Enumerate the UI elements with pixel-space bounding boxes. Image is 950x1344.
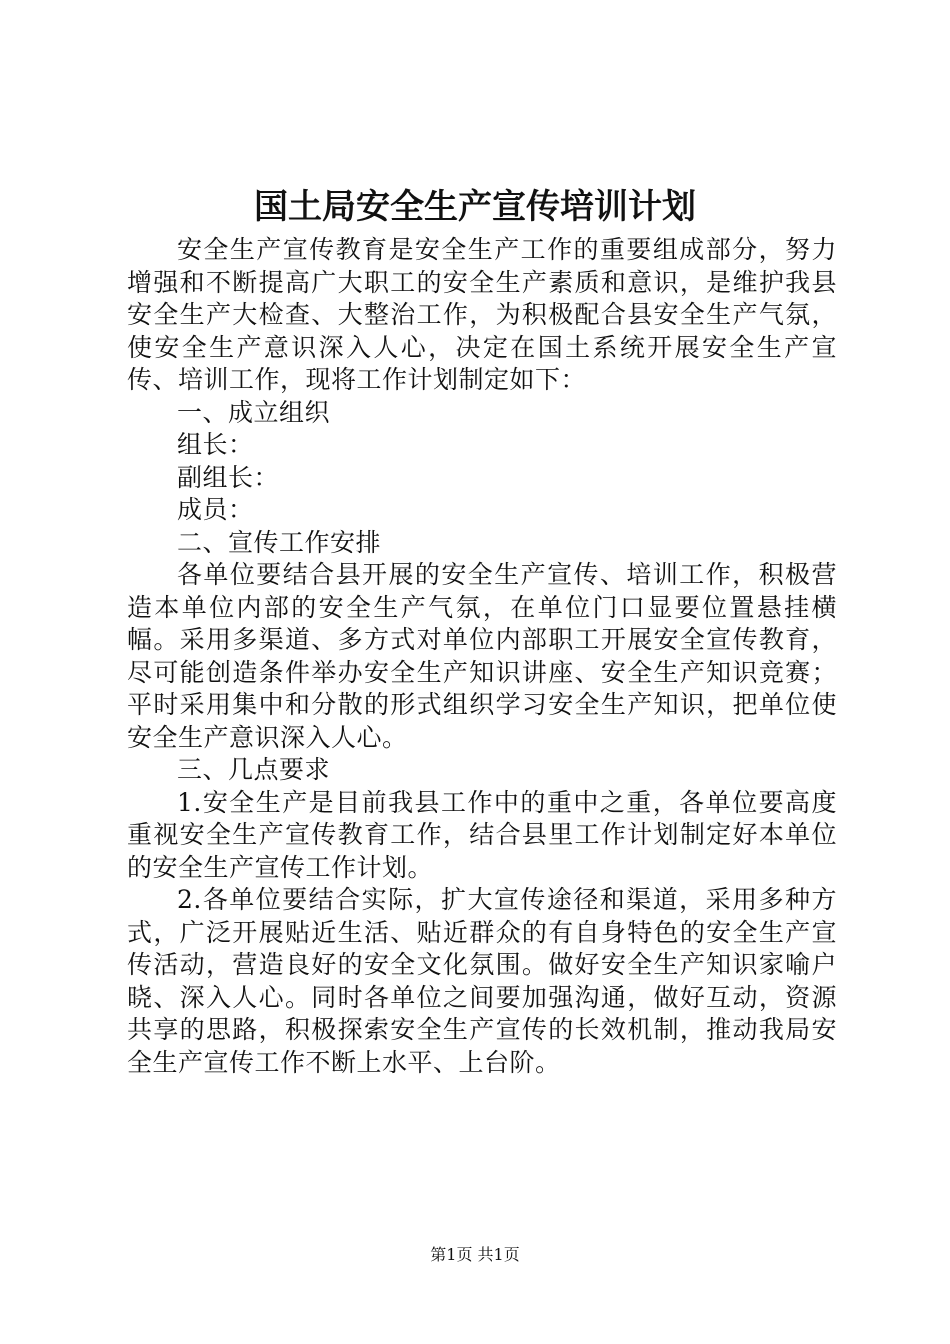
section-heading-requirements: 三、几点要求	[177, 755, 331, 784]
requirement-item-1: 1.安全生产是目前我县工作中的重中之重，各单位要高度重视安全生产宣传教育工作，结合县里工作计划制定好本单位的安全生产宣传工作计划。	[127, 787, 837, 882]
section-heading-organization: 一、成立组织	[177, 397, 331, 427]
requirement-item-2: 2.各单位要结合实际，扩大宣传途径和渠道，采用多种方式，广泛开展贴近生活、贴近群众的有自身特色的安全生产宣传活动，营造良好的安全文化氛围。做好安全生产知识家喻户晓、深入人心。同时各单位之间要加强沟通，做好互动，资源共享的思路，积极探索安全生产宣传的长效机制，推动我局安全生产宣传工作不断上水平、上台阶。	[127, 885, 837, 1077]
publicity-paragraph: 各单位要结合县开展的安全生产宣传、培训工作，积极营造本单位内部的安全生产气氛，在单位门口显要位置悬挂横幅。采用多渠道、多方式对单位内部职工开展安全宣传教育，尽可能创造条件举办安全生产知识讲座、安全生产知识竞赛；平时采用集中和分散的形式组织学习安全生产知识，把单位使安全生产意识深入人心。	[127, 560, 837, 752]
document-title: 国土局安全生产宣传培训计划	[254, 187, 696, 227]
deputy-leader-label: 副组长：	[177, 462, 280, 492]
section-heading-publicity: 二、宣传工作安排	[177, 527, 382, 557]
page-footer: 第1页 共1页	[430, 1245, 520, 1264]
members-label: 成员：	[177, 495, 254, 524]
intro-paragraph: 安全生产宣传教育是安全生产工作的重要组成部分，努力增强和不断提高广大职工的安全生产素质和意识，是维护我县安全生产大检查、大整治工作，为积极配合县安全生产气氛，使安全生产意识深入人心，决定在国土系统开展安全生产宣传、培训工作，现将工作计划制定如下：	[127, 235, 837, 394]
leader-label: 组长：	[177, 430, 254, 459]
document-body	[127, 234, 837, 1079]
